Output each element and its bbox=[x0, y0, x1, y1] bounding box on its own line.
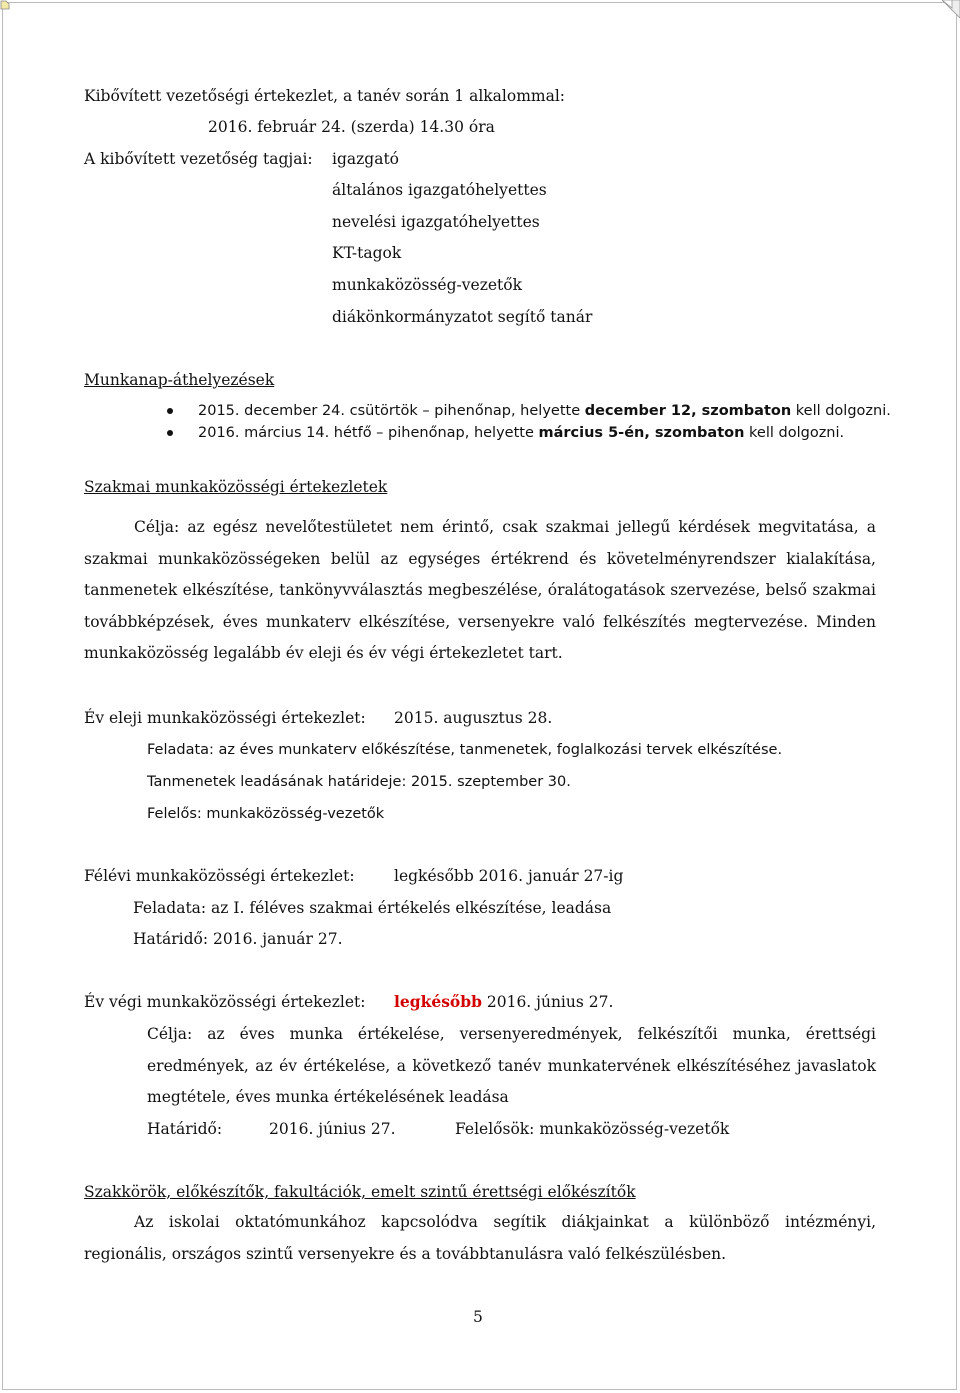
meeting-date: 2016. február 24. (szerda) 14.30 óra bbox=[208, 118, 495, 136]
start-meeting-task: Feladata: az éves munkaterv előkészítése, tanmenetek, foglalkozási tervek elkészítése. bbox=[147, 742, 783, 758]
member-item: nevelési igazgatóhelyettes bbox=[332, 213, 540, 231]
mid-meeting-date: legkésőbb 2016. január 27-ig bbox=[394, 867, 624, 885]
mid-meeting-label: Félévi munkaközösségi értekezlet: bbox=[84, 867, 355, 885]
end-meeting-goal: Célja: az éves munka értékelése, versenyeredmények, felkészítői munka, érettségi eredmények, az év értékelése, a következő tanév munkatervének elkészítéséhez javaslatok megtétele, éves munka értékelésének leadása bbox=[147, 1025, 876, 1106]
meeting-intro: Kibővített vezetőségi értekezlet, a tanév során 1 alkalommal: bbox=[84, 87, 566, 105]
mid-meeting-deadline: Határidő: 2016. január 27. bbox=[133, 930, 343, 948]
attachment-icon bbox=[0, 0, 10, 10]
member-item: igazgató bbox=[332, 150, 400, 168]
member-item: munkaközösség-vezetők bbox=[332, 276, 522, 294]
workday-item-text: 2015. december 24. csütörtök – pihenőnap, helyette bbox=[198, 403, 585, 419]
end-meeting-label: Év végi munkaközösségi értekezlet: bbox=[84, 993, 366, 1011]
professional-paragraph: Célja: az egész nevelőtestületet nem érintő, csak szakmai jellegű kérdések megvitatása, a szakmai munkaközösségeken belül az egységes értékrend és követelményrendszer kialakítása, tanmenetek elkészítése, tankönyvválasztás megbeszélése, óralátogatások szervezése, belső szakmai továbbképzések, éves munkaterv elkészítése, versenyekre való felkészítés megtervezése. Minden munkaközösség legalább év eleji és év végi értekezletet tart. bbox=[84, 518, 876, 662]
workday-item bbox=[198, 423, 844, 443]
end-meeting-responsible: Felelősök: munkaközösség-vezetők bbox=[455, 1120, 730, 1138]
start-meeting-label: Év eleji munkaközösségi értekezlet: bbox=[84, 709, 366, 727]
members-label: A kibővített vezetőség tagjai: bbox=[84, 150, 313, 168]
start-meeting-date: 2015. augusztus 28. bbox=[394, 709, 553, 727]
end-meeting-deadline-value: 2016. június 27. bbox=[269, 1120, 396, 1138]
mid-meeting-task: Feladata: az I. féléves szakmai értékelés elkészítése, leadása bbox=[133, 899, 612, 917]
start-meeting-deadline: Tanmenetek leadásának határideje: 2015. szeptember 30. bbox=[147, 774, 571, 790]
bullet-icon bbox=[167, 408, 173, 414]
page-curl-icon bbox=[942, 0, 960, 18]
clubs-paragraph: Az iskolai oktatómunkához kapcsolódva segítik diákjainkat a különböző intézményi, regionális, országos szintű versenyekre és a továbbtanulásra való felkészülésben. bbox=[84, 1213, 876, 1263]
workday-item-bold: március 5-én, szombaton bbox=[538, 425, 745, 441]
workday-item-bold: december 12, szombaton bbox=[584, 403, 792, 419]
workday-item bbox=[198, 401, 891, 421]
member-item: általános igazgatóhelyettes bbox=[332, 181, 547, 199]
end-meeting-date-rest: 2016. június 27. bbox=[481, 993, 614, 1011]
workday-item-text: kell dolgozni. bbox=[791, 403, 891, 419]
workday-item-text: kell dolgozni. bbox=[744, 425, 845, 441]
workday-item-text: 2016. március 14. hétfő – pihenőnap, helyette bbox=[198, 425, 539, 441]
bullet-icon bbox=[167, 430, 173, 436]
workday-heading: Munkanap-áthelyezések bbox=[84, 371, 275, 389]
end-meeting-date-emphasis: legkésőbb bbox=[394, 992, 482, 1011]
professional-heading: Szakmai munkaközösségi értekezletek bbox=[84, 478, 388, 496]
member-item: KT-tagok bbox=[332, 244, 402, 262]
end-meeting-date bbox=[394, 992, 613, 1012]
page-number: 5 bbox=[473, 1308, 483, 1326]
clubs-heading: Szakkörök, előkészítők, fakultációk, emelt szintű érettségi előkészítők bbox=[84, 1183, 636, 1201]
start-meeting-responsible: Felelős: munkaközösség-vezetők bbox=[147, 806, 385, 822]
member-item: diákönkormányzatot segítő tanár bbox=[332, 308, 593, 326]
end-meeting-deadline-label: Határidő: bbox=[147, 1120, 223, 1138]
